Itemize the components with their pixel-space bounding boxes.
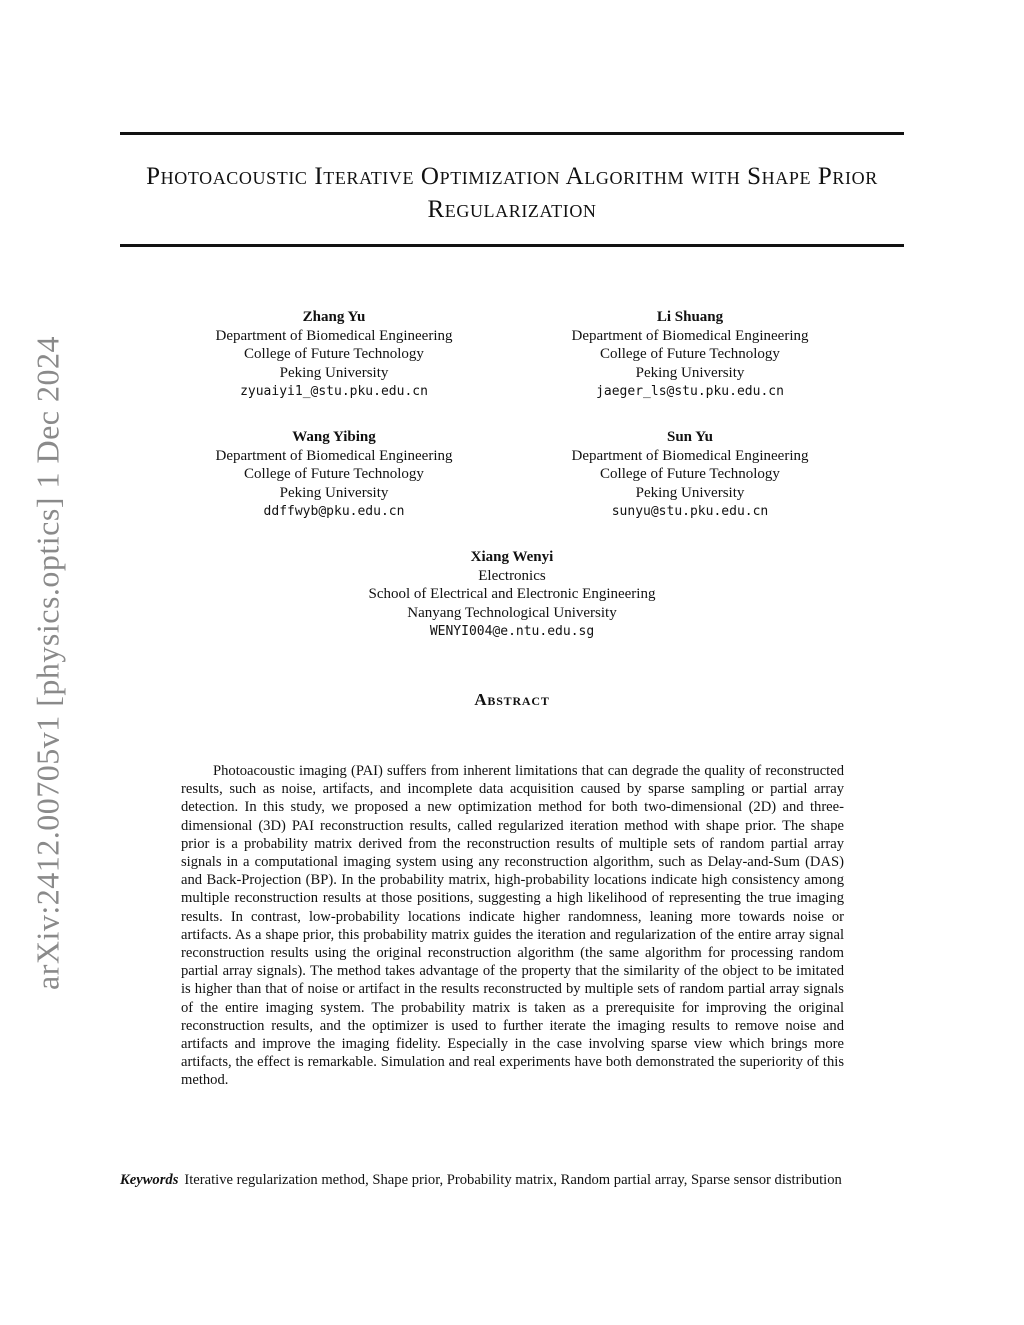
author-university: Peking University	[279, 484, 389, 501]
author-email[interactable]: sunyu@stu.pku.edu.cn	[611, 504, 769, 519]
author-block	[510, 308, 870, 401]
author-university: Peking University	[635, 364, 745, 381]
author-name: Zhang Yu	[302, 309, 366, 325]
abstract-heading: Abstract	[474, 690, 550, 709]
author-department: Department of Biomedical Engineering	[571, 327, 809, 344]
author-name: Wang Yibing	[292, 429, 376, 445]
author-university: Nanyang Technological University	[407, 604, 617, 621]
author-email[interactable]: WENYI004@e.ntu.edu.sg	[429, 624, 595, 639]
author-university: Peking University	[279, 364, 389, 381]
author-block	[154, 428, 514, 521]
abstract-body: Photoacoustic imaging (PAI) suffers from inherent limitations that can degrade the quality of reconstructed results, such as noise, artifacts, and incomplete data acquisition caused by sparse sampling or partial array detection. In this study, we proposed a new optimization method for both two-dimensional (2D) and three-dimensional (3D) PAI reconstruction results, called regularized iteration method with shape prior. The shape prior is a probability matrix derived from the reconstruction results of multiple sets of random partial array signals in a computational imaging system using any reconstruction algorithm, such as Delay-and-Sum (DAS) and Back-Projection (BP). In the probability matrix, high-probability locations indicate high consistency among multiple reconstruction results at those positions, suggesting a high likelihood of representing the true imaging results. In contrast, low-probability locations indicate higher randomness, leaning more towards noise or artifacts. As a shape prior, this probability matrix guides the iteration and regularization of the entire array signal reconstruction results using the original reconstruction algorithm (the same algorithm for processing random partial array signals). The method takes advantage of the property that the similarity of the object to be imitated is higher than that of noise or artifact in the results reconstructed by multiple sets of random partial array signals of the entire imaging system. The probability matrix is taken as a prerequisite for improving the original reconstruction results, and the optimizer is used to further iterate the imaging results to remove noise and artifacts and improve the imaging fidelity. Especially in the case involving sparse view which brings more artifacts, the effect is remarkable. Simulation and real experiments have both demonstrated the superiority of this method.	[181, 763, 844, 1089]
author-email[interactable]: ddffwyb@pku.edu.cn	[263, 504, 405, 519]
author-email[interactable]: jaeger_ls@stu.pku.edu.cn	[596, 384, 784, 399]
author-department: Electronics	[478, 567, 546, 584]
arxiv-side-identifier: arXiv:2412.00705v1 [physics.optics] 1 Dec 2024	[29, 335, 66, 991]
author-college: College of Future Technology	[244, 466, 424, 482]
author-college: College of Future Technology	[600, 466, 780, 482]
title-top-rule	[120, 132, 904, 135]
author-name: Xiang Wenyi	[470, 549, 554, 565]
author-department: Department of Biomedical Engineering	[215, 327, 453, 344]
author-email[interactable]: zyuaiyi1_@stu.pku.edu.cn	[240, 384, 428, 399]
author-name: Sun Yu	[666, 429, 714, 445]
author-department: Department of Biomedical Engineering	[571, 447, 809, 464]
keywords-text: Iterative regularization method, Shape prior, Probability matrix, Random partial array, Sparse sensor distribution	[184, 1172, 842, 1188]
author-block	[154, 308, 514, 401]
author-name: Li Shuang	[656, 309, 724, 325]
keywords-label: Keywords	[120, 1172, 179, 1188]
keywords-section	[120, 1171, 904, 1190]
author-block	[282, 548, 742, 641]
paper-title: Photoacoustic Iterative Optimization Algorithm with Shape Prior Regularization	[146, 163, 878, 223]
author-school: School of Electrical and Electronic Engineering	[368, 586, 656, 602]
author-college: College of Future Technology	[600, 346, 780, 362]
author-block	[510, 428, 870, 521]
author-university: Peking University	[635, 484, 745, 501]
author-college: College of Future Technology	[244, 346, 424, 362]
author-department: Department of Biomedical Engineering	[215, 447, 453, 464]
title-bottom-rule	[120, 244, 904, 247]
